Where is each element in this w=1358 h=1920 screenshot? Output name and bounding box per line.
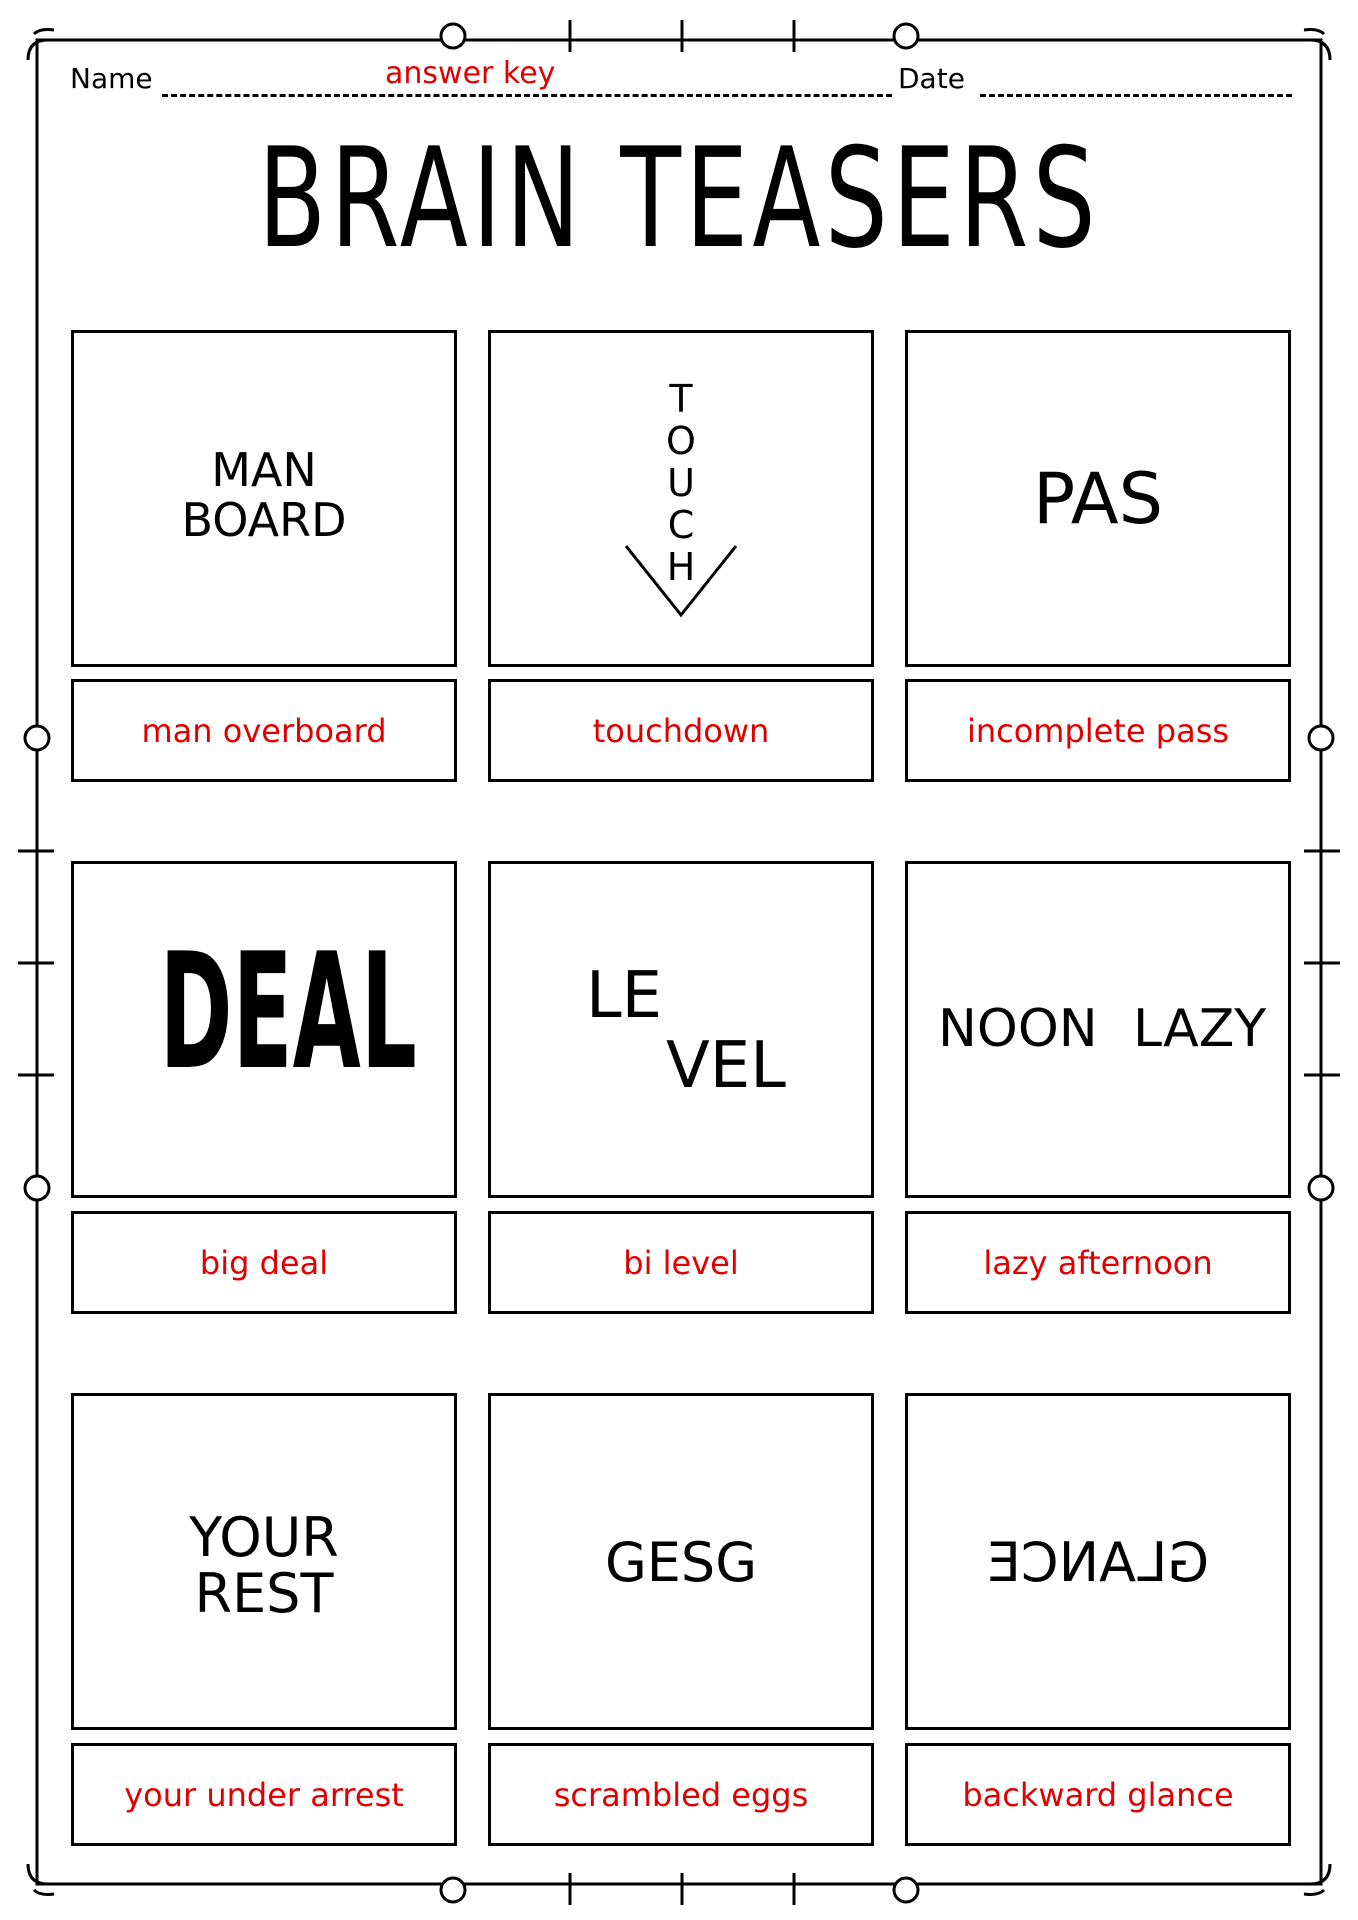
puzzle-text-vel: VEL bbox=[666, 1029, 786, 1103]
puzzle-text-glance-mirrored: GLANCE bbox=[986, 1531, 1210, 1594]
puzzle-box-3 bbox=[905, 330, 1291, 667]
puzzle-text-noon: NOON bbox=[938, 999, 1098, 1059]
answer-box-8[interactable] bbox=[488, 1743, 874, 1846]
answer-box-6[interactable] bbox=[905, 1211, 1291, 1314]
answer-box-1[interactable] bbox=[71, 679, 457, 782]
answer-box-2[interactable] bbox=[488, 679, 874, 782]
puzzle-letter: U bbox=[667, 461, 695, 505]
puzzle-box-5 bbox=[488, 861, 874, 1198]
puzzle-text-deal: DEAL bbox=[159, 918, 417, 1105]
puzzle-text-board: BOARD bbox=[181, 493, 347, 547]
puzzle-letter: H bbox=[666, 545, 696, 589]
puzzle-box-8 bbox=[488, 1393, 874, 1730]
puzzle-box-1 bbox=[71, 330, 457, 667]
answer-box-5[interactable] bbox=[488, 1211, 874, 1314]
puzzle-text-man: MAN bbox=[211, 443, 317, 497]
puzzle-text-le: LE bbox=[586, 959, 663, 1033]
answer-text: your under arrest bbox=[124, 1775, 404, 1814]
name-label: Name bbox=[70, 62, 153, 95]
answer-text: big deal bbox=[199, 1243, 329, 1282]
answer-box-9[interactable] bbox=[905, 1743, 1291, 1846]
answer-box-3[interactable] bbox=[905, 679, 1291, 782]
answer-text: man overboard bbox=[141, 711, 387, 750]
answer-text: touchdown bbox=[592, 711, 770, 750]
answer-text: lazy afternoon bbox=[983, 1243, 1213, 1282]
name-value: answer key bbox=[385, 56, 556, 91]
page-title: BRAIN TEASERS bbox=[258, 118, 1100, 279]
answer-text: bi level bbox=[623, 1243, 739, 1282]
puzzle-box-7 bbox=[71, 1393, 457, 1730]
puzzle-text-rest: REST bbox=[194, 1562, 334, 1625]
puzzle-box-2 bbox=[488, 330, 874, 667]
puzzle-text-lazy: LAZY bbox=[1133, 999, 1267, 1059]
answer-box-4[interactable] bbox=[71, 1211, 457, 1314]
puzzle-text-pas: PAS bbox=[1032, 458, 1164, 540]
puzzle-text-gesg: GESG bbox=[604, 1531, 758, 1594]
down-arrow-icon bbox=[491, 333, 871, 664]
puzzle-box-9 bbox=[905, 1393, 1291, 1730]
date-line[interactable] bbox=[980, 94, 1292, 97]
puzzle-box-4 bbox=[71, 861, 457, 1198]
puzzle-box-6 bbox=[905, 861, 1291, 1198]
puzzle-letter: C bbox=[667, 503, 695, 547]
answer-text: backward glance bbox=[962, 1775, 1234, 1814]
puzzle-letter: T bbox=[669, 377, 693, 421]
answer-text: scrambled eggs bbox=[553, 1775, 809, 1814]
puzzle-text-your: YOUR bbox=[189, 1506, 339, 1569]
date-label: Date bbox=[898, 62, 965, 95]
answer-box-7[interactable] bbox=[71, 1743, 457, 1846]
puzzle-letter: O bbox=[666, 419, 696, 463]
name-line[interactable] bbox=[162, 94, 892, 97]
answer-text: incomplete pass bbox=[966, 711, 1230, 750]
